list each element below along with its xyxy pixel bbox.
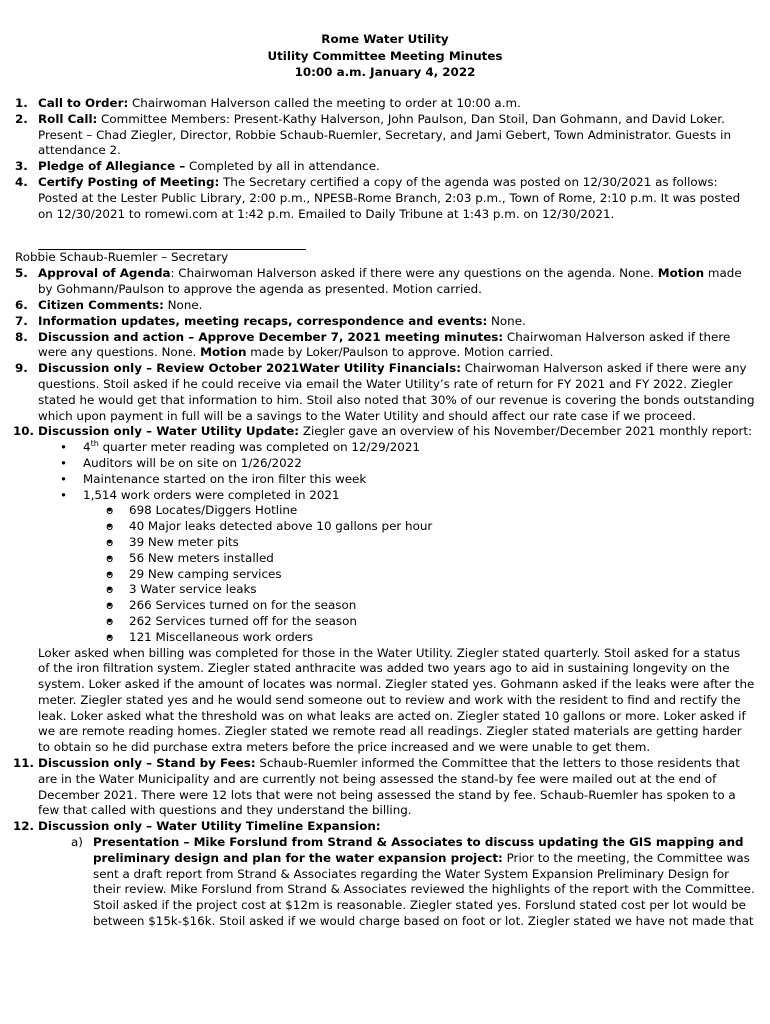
item-text: made by Gohmann/Paulson to approve the agenda as presented. Motion carried. <box>38 266 742 297</box>
item-number: 6. <box>15 297 28 312</box>
item-label: Discussion only – Stand by Fees: <box>38 756 256 771</box>
item-label: Roll Call: <box>38 111 98 126</box>
item-number: 10. <box>13 424 35 439</box>
item-text: None. <box>163 297 203 312</box>
list-item <box>106 567 755 583</box>
item-number: 3. <box>15 159 28 174</box>
item-stand-by-fees <box>15 756 755 819</box>
item-text: Completed by all in attendance. <box>185 159 380 174</box>
sub-bullet-marker: • o <box>106 566 114 581</box>
work-order-list <box>83 503 755 645</box>
item-label: Approval of Agenda <box>38 266 171 281</box>
report-bullet-list <box>15 440 755 645</box>
item-certify-posting <box>15 175 755 222</box>
list-item: • Maintenance started on the iron filter this week <box>60 472 755 488</box>
item-roll-call <box>15 112 755 159</box>
sub-bullet-marker: • o <box>106 503 114 518</box>
subitem-presentation <box>15 835 755 930</box>
meeting-title: Utility Committee Meeting Minutes <box>267 48 503 63</box>
org-title: Rome Water Utility <box>321 32 449 46</box>
item-text: Loker asked when billing was completed for those in the Water Utility. Ziegler stated quarterly. Stoil asked for a status of the iron filtration system. Ziegler stated anthracite was added two years ago to aid in sustaining longevity on the system. Loker asked if the amount of locates was normal. Ziegler stated yes. Gohmann asked if the leaks were after the meter. Ziegler stated yes and he would send someone out to review and work with the resident to find and rectify the leak. Loker asked what the threshold was on what leaks are acted on. Ziegler stated 10 gallons or more. Loker asked if we are remote reading homes. Ziegler stated we remote read all readings. Ziegler stated materials are getting harder to obtain so he did purchase extra meters before the price increased and we were unable to get them. <box>38 645 755 755</box>
item-text: Committee Members: Present-Kathy Halverson, John Paulson, Dan Stoil, Dan Gohmann, and David Loker. Present – Chad Ziegler, Director, Robbie Schaub-Ruemler, Secretary, and Jami Gebert, Town Administrator. Guests in attendance 2. <box>38 111 731 158</box>
spacer <box>15 222 755 238</box>
item-number: 8. <box>15 329 28 344</box>
list-item <box>106 598 755 614</box>
subitem-text: Prior to the meeting, the Committee was sent a draft report from Strand & Associates regarding the Water System Expansion Preliminary Design for their review. Mike Forslund from Strand & Associates reviewed the highlights of the report with the Committee. Stoil asked if the project cost at $12m is reasonable. Ziegler stated yes. Forslund stated cost per lot would be between $15k-$16k. Stoil asked if we would charge based on foot or lot. Ziegler stated we have not made that <box>93 850 755 929</box>
list-item <box>60 440 755 456</box>
item-water-utility-update <box>15 424 755 440</box>
sub-bullet-marker: • o <box>106 534 114 549</box>
subitem-title: Presentation – Mike Forslund from Strand & Associates to discuss updating the GIS mapping and preliminary design and plan for the water expansion project: <box>93 835 744 865</box>
item-approval-of-agenda <box>15 266 755 298</box>
meeting-datetime: 10:00 a.m. January 4, 2022 <box>294 65 476 79</box>
signature-caption: Robbie Schaub-Ruemler – Secretary <box>15 250 229 265</box>
item-number: 11. <box>13 756 35 771</box>
item-call-to-order <box>15 96 755 112</box>
item-number: 7. <box>15 313 28 328</box>
list-item <box>106 519 755 535</box>
water-update-discussion <box>15 646 755 757</box>
bullet-text: 4 <box>83 440 91 455</box>
subitem-label: a) <box>71 835 83 850</box>
item-number: 4. <box>15 174 28 189</box>
item-text: Chairwoman Halverson asked if there were any questions. None. <box>38 329 731 360</box>
sub-bullet-marker: • o <box>106 519 114 534</box>
sub-bullet-text: 40 Major leaks detected above 10 gallons per hour <box>129 519 433 534</box>
item-text: None. <box>487 313 526 328</box>
item-label: Information updates, meeting recaps, correspondence and events: <box>38 313 488 328</box>
list-item <box>106 582 755 598</box>
item-label: Discussion and action – Approve December 7, 2021 meeting minutes: <box>38 329 504 344</box>
item-timeline-expansion <box>15 819 755 835</box>
item-text: Chairwoman Halverson asked if there were any questions. Stoil asked if he could receive via email the Water Utility’s rate of return for FY 2021 and FY 2022. Ziegler stated he would get that information to him. Stoil also noted that 30% of our revenue is covering the bonds outstanding which upon payment in full will be a savings to the Water Utility and should affect our rate case if we proceed. <box>38 361 755 423</box>
item-label: Discussion only – Review October 2021Water Utility Financials: <box>38 361 461 376</box>
sub-bullet-marker: • o <box>106 598 114 613</box>
sub-bullet-marker: • o <box>106 582 114 597</box>
item-pledge <box>15 159 755 175</box>
item-label: Certify Posting of Meeting: <box>38 174 220 189</box>
signature-line <box>38 238 306 250</box>
sub-bullet-text: 121 Miscellaneous work orders <box>129 629 314 644</box>
item-review-financials <box>15 361 755 424</box>
item-text: Chairwoman Halverson called the meeting to order at 10:00 a.m. <box>128 96 521 110</box>
item-label: Pledge of Allegiance – <box>38 159 186 174</box>
list-item <box>106 503 755 519</box>
motion-label: Motion <box>200 345 247 360</box>
sub-bullet-text: 266 Services turned on for the season <box>129 598 357 613</box>
item-number: 12. <box>13 819 35 834</box>
item-label: Citizen Comments: <box>38 297 164 312</box>
item-number: 1. <box>15 96 28 110</box>
bullet-text: quarter meter reading was completed on 12/29/2021 <box>98 440 420 455</box>
document-header <box>0 31 770 81</box>
item-citizen-comments <box>15 298 755 314</box>
ordinal-suffix: th <box>90 439 99 449</box>
sub-bullet-marker: • o <box>106 613 114 628</box>
item-text: Schaub-Ruemler informed the Committee that the letters to those residents that are in the Water Municipality and are currently not being assessed the stand-by fee were mailed out at the end of December 2021. There were 12 lots that were not being assessed the stand by fee. Schaub-Ruemler has spoken to a few that called with questions and they understand the billing. <box>38 756 740 818</box>
sub-bullet-marker: • o <box>106 550 114 565</box>
item-text: : Chairwoman Halverson asked if there were any questions on the agenda. None. <box>170 266 658 281</box>
list-item <box>106 551 755 567</box>
sub-bullet-text: 262 Services turned off for the season <box>129 613 357 628</box>
item-information-updates <box>15 314 755 330</box>
minutes-body <box>15 96 755 930</box>
sub-bullet-text: 29 New camping services <box>129 566 282 581</box>
motion-label: Motion <box>657 266 705 281</box>
list-item <box>106 630 755 646</box>
item-label: Discussion only – Water Utility Update: <box>38 424 300 439</box>
list-item: • Auditors will be on site on 1/26/2022 <box>60 456 755 472</box>
sub-bullet-marker: • o <box>106 629 114 644</box>
item-label: Discussion only – Water Utility Timeline Expansion: <box>38 819 381 834</box>
list-item <box>106 535 755 551</box>
sub-bullet-text: 39 New meter pits <box>129 534 239 549</box>
bullet-text: 1,514 work orders were completed in 2021 <box>83 487 340 502</box>
sub-bullet-text: 3 Water service leaks <box>129 582 257 597</box>
item-text: Ziegler gave an overview of his November/December 2021 monthly report: <box>299 424 753 439</box>
item-number: 5. <box>15 266 28 281</box>
list-item <box>60 488 755 646</box>
item-text: The Secretary certified a copy of the agenda was posted on 12/30/2021 as follows: Posted at the Lester Public Library, 2:00 p.m., NPESB-Rome Branch, 2:03 p.m., Town of Rome, 2:10 p.m. It was posted on 12/30/2021 to romewi.com at 1:42 p.m. Emailed to Daily Tribune at 1:43 p.m. on 12/30/2021. <box>38 174 741 221</box>
list-item <box>106 614 755 630</box>
item-approve-minutes <box>15 330 755 362</box>
sub-bullet-text: 698 Locates/Diggers Hotline <box>129 503 298 518</box>
item-label: Call to Order: <box>38 96 129 110</box>
item-number: 2. <box>15 111 28 126</box>
item-number: 9. <box>15 361 28 376</box>
sub-bullet-text: 56 New meters installed <box>129 550 274 565</box>
item-text: made by Loker/Paulson to approve. Motion carried. <box>246 345 554 360</box>
